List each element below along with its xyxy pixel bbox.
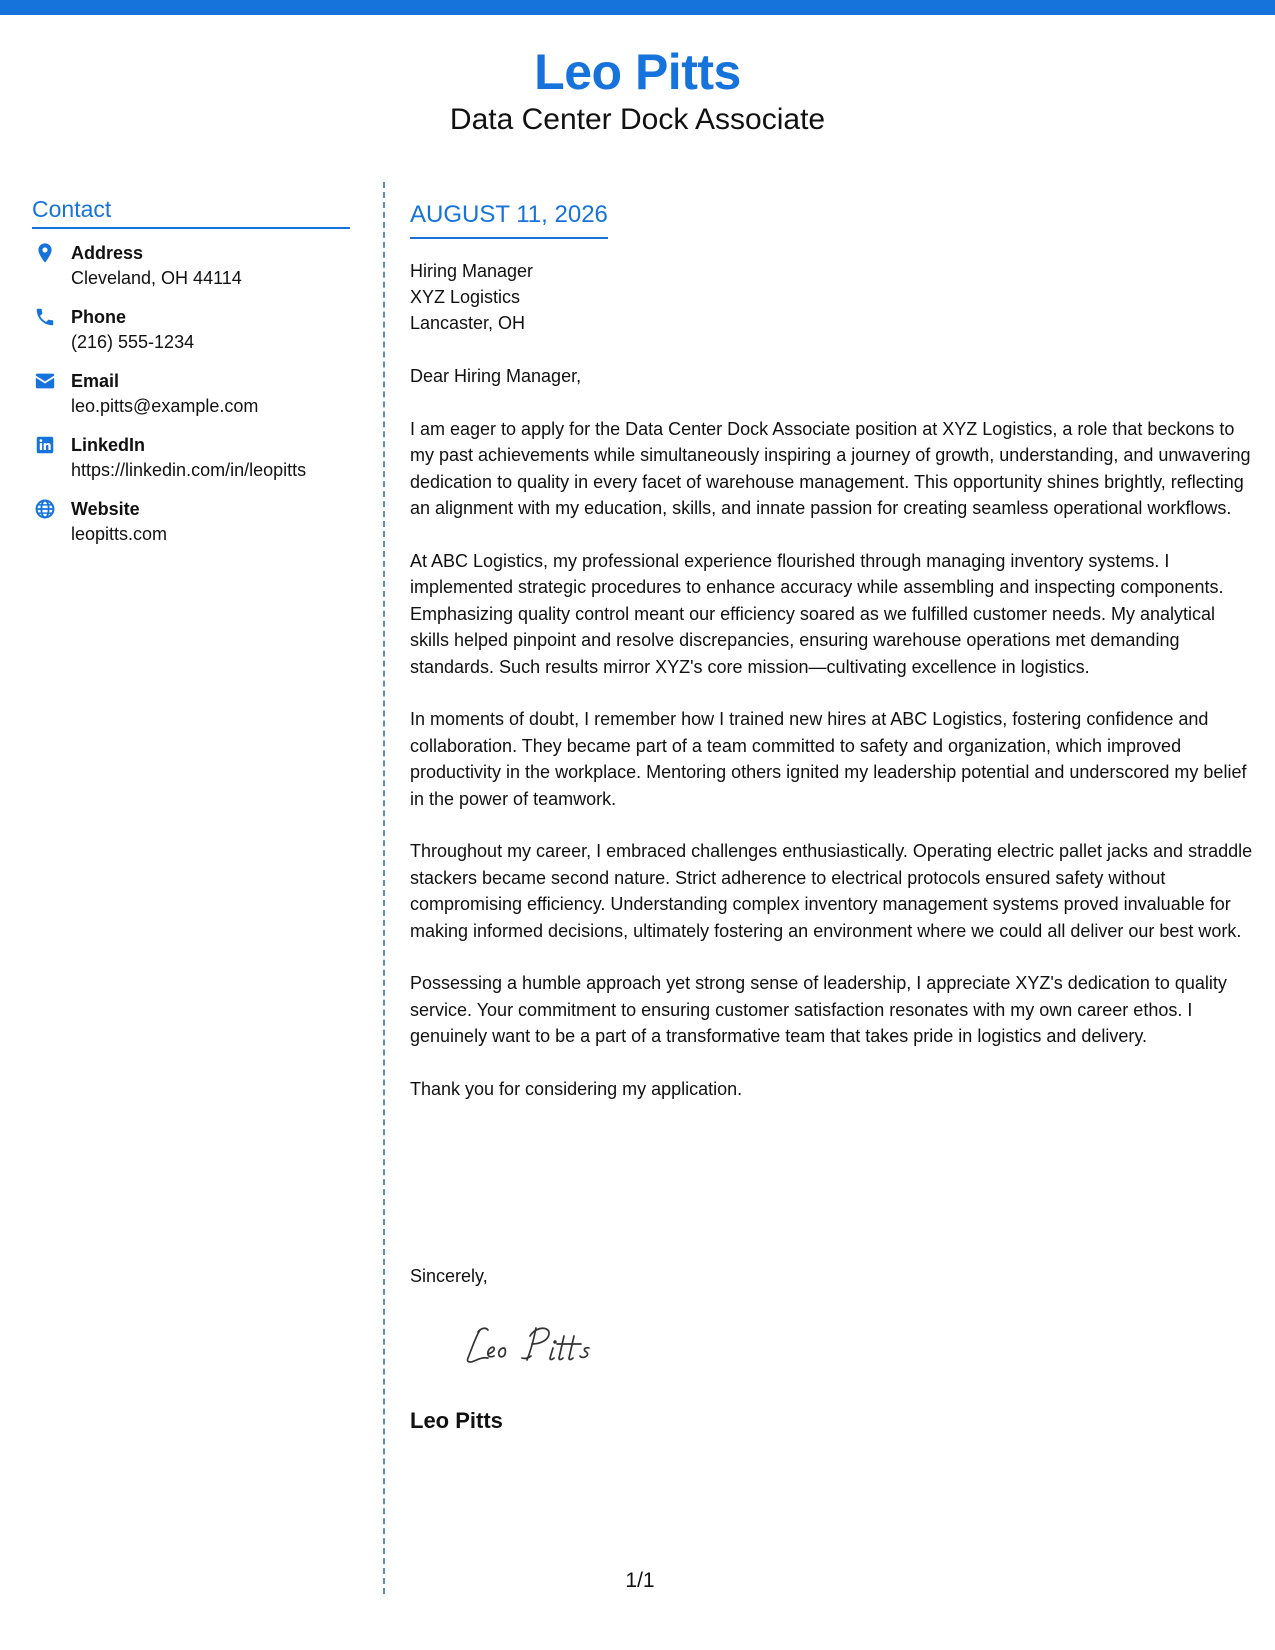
- handwritten-signature: [458, 1322, 628, 1372]
- letter-paragraph: Throughout my career, I embraced challenges enthusiastically. Operating electric pallet jacks and straddle stackers became second nature. Strict adherence to electrical protocols ensured safety without compromising efficiency. Understanding complex inventory management systems proved invaluable for making informed decisions, ultimately fostering an environment where we could all deliver our best work.: [410, 841, 1253, 941]
- closing: Sincerely,: [410, 1266, 488, 1286]
- linkedin-value[interactable]: https://linkedin.com/in/leopitts: [71, 460, 307, 480]
- applicant-name: Leo Pitts: [534, 44, 741, 100]
- page-number: 1/1: [625, 1569, 655, 1592]
- phone-value[interactable]: (216) 555-1234: [71, 332, 195, 352]
- contact-item-linkedin: [32, 432, 362, 496]
- recipient-company: XYZ Logistics: [410, 287, 521, 307]
- letter-paragraph: Possessing a humble approach yet strong sense of leadership, I appreciate XYZ's dedication to quality service. Your commitment to ensuring customer satisfaction resonates with my own career ethos. I genuinely want to be a part of a transformative team that takes pride in logistics and delivery.: [410, 973, 1227, 1046]
- contact-label: Website: [71, 499, 140, 519]
- column-divider: [383, 182, 385, 1594]
- contact-label: LinkedIn: [71, 435, 146, 455]
- map-pin-icon: [34, 242, 56, 264]
- signer-name: Leo Pitts: [410, 1408, 503, 1433]
- linkedin-icon: [34, 434, 56, 456]
- letter-paragraph: At ABC Logistics, my professional experience flourished through managing inventory systems. I implemented strategic procedures to enhance accuracy while assembling and inspecting components. Emphasizing quality control meant our efficiency soared as we fulfilled customer needs. My analytical skills helped pinpoint and resolve discrepancies, ensuring warehouse operations met demanding standards. Such results mirror XYZ's core mission—cultivating excellence in logistics.: [410, 550, 1224, 677]
- salutation: Dear Hiring Manager,: [410, 366, 582, 386]
- letter-paragraph: In moments of doubt, I remember how I trained new hires at ABC Logistics, fostering confidence and collaboration. They became part of a team committed to safety and organization, which improved productivity in the workplace. Mentoring others ignited my leadership potential and underscored my belief in the power of teamwork.: [410, 709, 1247, 809]
- letter-paragraph: I am eager to apply for the Data Center Dock Associate position at XYZ Logistics, a role that beckons to my past achievements while simultaneously inspiring a journey of growth, understanding, and unwavering dedication to quality in every facet of warehouse management. This opportunity shines brightly, reflecting an alignment with my education, skills, and innate passion for creating seamless operational workflows.: [410, 418, 1251, 518]
- contact-list: [32, 240, 362, 560]
- letter-paragraph: Thank you for considering my application.: [410, 1078, 743, 1099]
- contact-item-phone: [32, 304, 362, 368]
- contact-item-website: [32, 496, 362, 560]
- letter-date: AUGUST 11, 2026: [410, 199, 608, 239]
- email-value[interactable]: leo.pitts@example.com: [71, 396, 259, 416]
- top-accent-bar: [0, 0, 1275, 15]
- globe-icon: [34, 498, 56, 520]
- address-value: Cleveland, OH 44114: [71, 268, 242, 288]
- contact-label: Address: [71, 243, 144, 263]
- recipient-block: [410, 258, 533, 336]
- contact-label: Email: [71, 371, 120, 391]
- recipient-location: Lancaster, OH: [410, 313, 526, 333]
- recipient-title: Hiring Manager: [410, 261, 534, 281]
- phone-icon: [34, 306, 56, 328]
- contact-item-address: [32, 240, 362, 304]
- website-value[interactable]: leopitts.com: [71, 524, 168, 544]
- contact-heading: Contact: [32, 195, 350, 229]
- contact-item-email: [32, 368, 362, 432]
- contact-label: Phone: [71, 307, 127, 327]
- job-title: Data Center Dock Associate: [449, 103, 826, 136]
- letter-body: [410, 363, 1255, 1128]
- envelope-icon: [34, 370, 56, 392]
